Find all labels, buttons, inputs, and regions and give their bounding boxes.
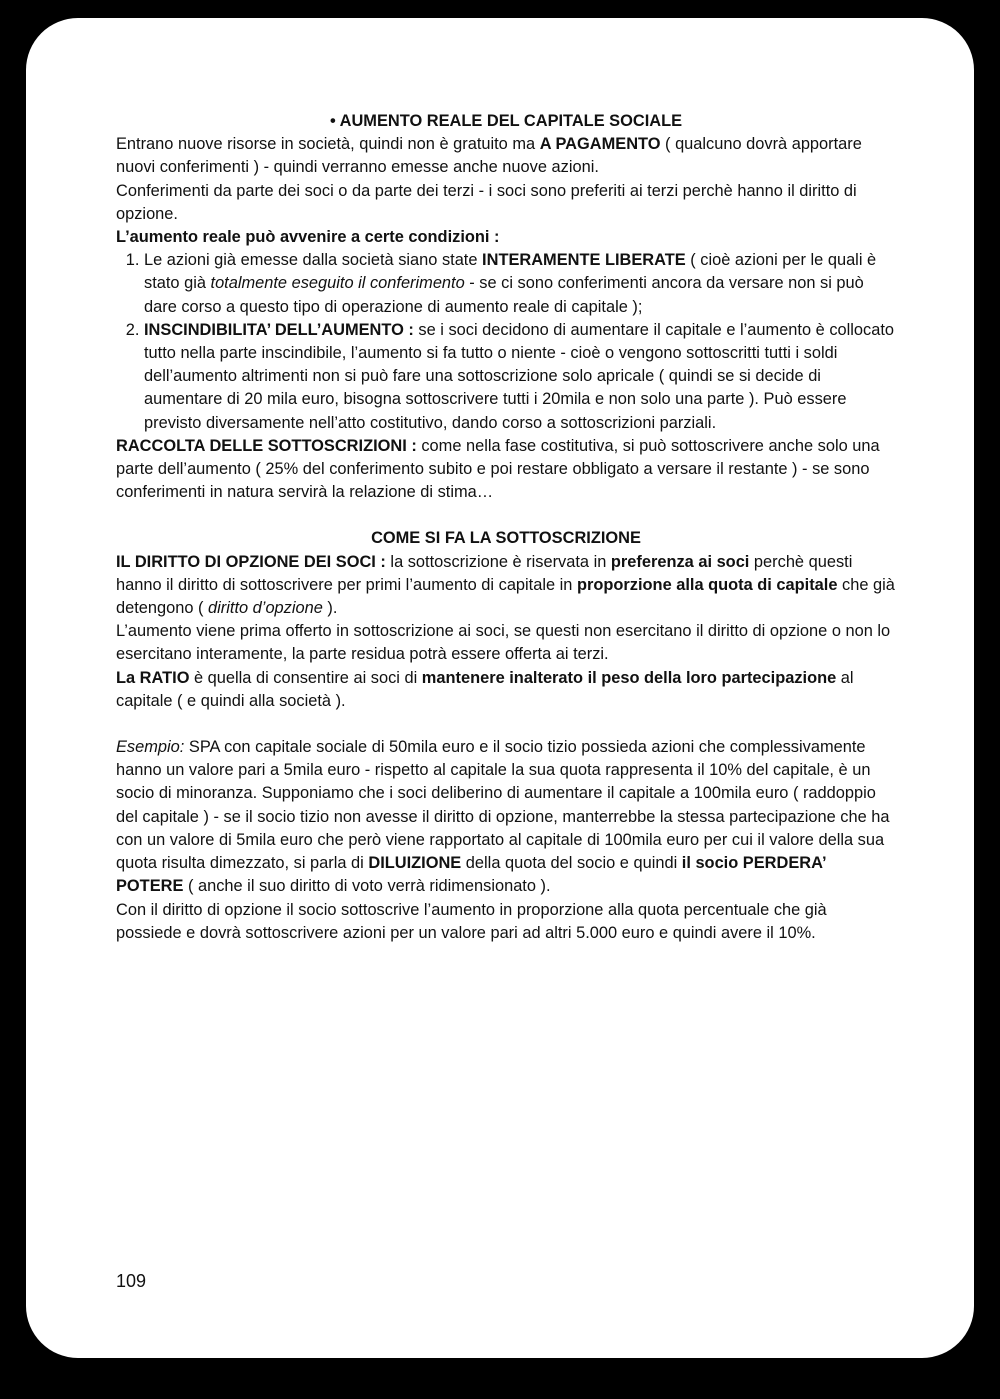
page-content [116, 110, 896, 945]
bold-text: RACCOLTA DELLE SOTTOSCRIZIONI : [116, 436, 417, 455]
paragraph-diritto-opzione [116, 551, 896, 621]
bold-text: La RATIO [116, 668, 190, 687]
paragraph-conclusione: Con il diritto di opzione il socio sottoscrive l’aumento in proporzione alla quota percentuale che già possiede e dovrà sottoscrivere azioni per un valore pari ad altri 5.000 euro e quindi avere il 10%. [116, 900, 827, 942]
bold-text: preferenza ai soci [610, 552, 750, 571]
text-run: perchè questi hanno il diritto di sottoscrivere per primi l’aumento di capitale in [116, 552, 853, 594]
section-title-aumento-reale: • AUMENTO REALE DEL CAPITALE SOCIALE [329, 112, 683, 130]
conditions-list [116, 249, 896, 435]
spacer [116, 713, 896, 736]
spacer [116, 504, 896, 527]
text-run: che già detengono ( [116, 575, 895, 618]
text-run: della quota del socio e quindi [461, 854, 682, 873]
bold-text: A PAGAMENTO [539, 135, 661, 154]
text-run: se i soci decidono di aumentare il capitale e l’aumento è collocato tutto nella parte inscindibile, l’aumento si fa tutto o niente - cioè o vengono sottoscritti tutti i soldi dell’aumento altrimenti non si può fare una sottoscrizione solo apricale ( quindi se si decide di aumentare di 20 mila euro, bisogna sottoscrivere tutti i 20mila e non solo una parte ). Può essere previsto diversamente nell’atto costitutivo, dando corso a sottoscrizioni parziali. [144, 320, 895, 432]
bold-text: DILUIZIONE [368, 854, 462, 873]
bold-text: INSCINDIBILITA’ DELL’AUMENTO : [144, 320, 414, 339]
bold-text: il socio PERDERA’ POTERE [116, 854, 826, 896]
list-item [144, 249, 896, 319]
text-run: è quella di consentire ai soci di [189, 668, 422, 687]
text-run: ( anche il suo diritto di voto verrà ridimensionato ). [183, 877, 551, 896]
paragraph-conferimenti: Conferimenti da parte dei soci o da parte dei terzi - i soci sono preferiti ai terzi perchè hanno il diritto di opzione. [116, 181, 857, 223]
italic-text: Esempio: [116, 738, 185, 757]
text-run: la sottoscrizione è riservata in [385, 552, 611, 571]
text-run: Le azioni già emesse dalla società siano state [144, 251, 483, 270]
document-page [26, 18, 974, 1358]
paragraph-intro [116, 133, 896, 179]
bold-text: mantenere inalterato il peso della loro partecipazione [421, 668, 837, 687]
conditions-heading [116, 226, 896, 249]
page-number: 109 [116, 1271, 147, 1291]
text-run: al capitale ( e quindi alla società ). [116, 668, 854, 710]
text-run: ( cioè azioni per le quali è stato già [144, 251, 877, 293]
text-run: ( qualcuno dovrà apportare nuovi conferimenti ) - quindi verranno emesse anche nuove azioni. [116, 135, 862, 177]
section-title-sottoscrizione: COME SI FA LA SOTTOSCRIZIONE [371, 529, 641, 548]
bold-text: IL DIRITTO DI OPZIONE DEI SOCI : [116, 552, 386, 571]
text-run: come nella fase costitutiva, si può sottoscrivere anche solo una parte dell’aumento ( 25% del conferimento subito e poi restare obbligato a versare il restante ) - se sono conferimenti in natura servirà la relazione di stima… [116, 436, 880, 502]
list-item [144, 319, 896, 435]
bold-text: INTERAMENTE LIBERATE [482, 251, 686, 270]
italic-text: totalmente eseguito il conferimento [210, 274, 465, 293]
paragraph-esempio [116, 736, 896, 898]
italic-text: diritto d’opzione [208, 599, 323, 618]
paragraph-ratio [116, 667, 896, 713]
text-run: ). [322, 599, 338, 618]
text-run: - se ci sono conferimenti ancora da versare non si può dare corso a questo tipo di operazione di aumento reale di capitale ); [144, 274, 864, 316]
bold-text: L’aumento reale può avvenire a certe condizioni : [116, 228, 500, 247]
text-run: SPA con capitale sociale di 50mila euro e il socio tizio possieda azioni che complessivamente hanno un valore pari a 5mila euro - rispetto al capitale la sua quota rappresenta il 10% del capitale, è un socio di minoranza. Supponiamo che i soci deliberino di aumentare il capitale a 100mila euro ( raddoppio del capitale ) - se il socio tizio non avesse il diritto di opzione, manterrebbe la stessa partecipazione che ha con un valore di 5mila euro che però viene rapportato al capitale di 100mila euro per cui il valore della sua quota risulta dimezzato, si parla di [116, 738, 890, 873]
paragraph-offerta: L’aumento viene prima offerto in sottoscrizione ai soci, se questi non esercitano il diritto di opzione o non lo esercitano interamente, la parte residua potrà essere offerta ai terzi. [116, 622, 891, 664]
text-run: Entrano nuove risorse in società, quindi non è gratuito ma [116, 135, 540, 154]
bold-text: proporzione alla quota di capitale [576, 575, 838, 594]
paragraph-raccolta [116, 435, 896, 505]
